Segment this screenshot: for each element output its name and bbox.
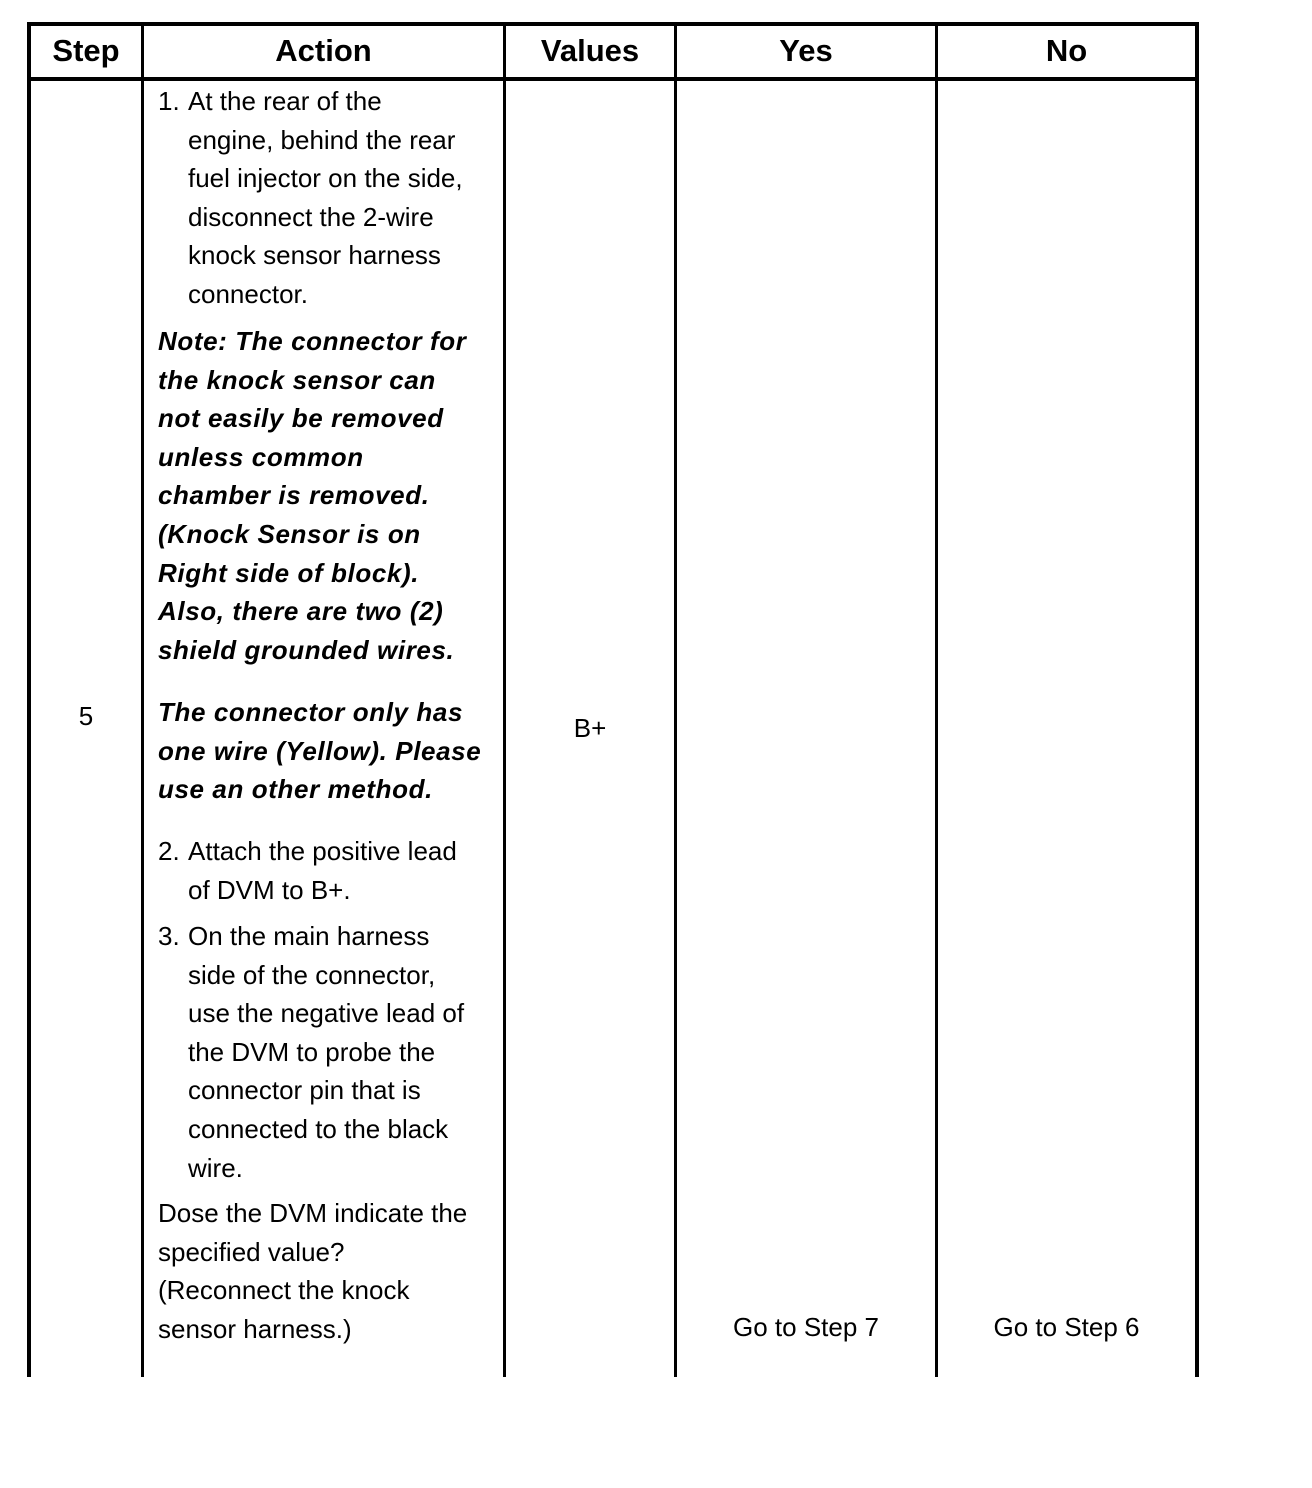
- item-3-line: connector pin that is: [188, 1075, 421, 1106]
- column-divider-values-yes: [674, 22, 677, 1377]
- question-line: Dose the DVM indicate the: [158, 1198, 468, 1228]
- header-yes: Yes: [779, 33, 833, 68]
- note-connector-wire: [158, 693, 481, 809]
- item-3-line: the DVM to probe the: [188, 1036, 436, 1067]
- column-divider-action-values: [503, 22, 506, 1377]
- item-1-line: At the rear of the: [188, 86, 382, 116]
- item-3-line: connected to the black: [188, 1113, 449, 1144]
- note-line: shield grounded wires.: [158, 634, 455, 665]
- item-3-number: 3.: [158, 921, 180, 951]
- item-2-number: 2.: [158, 836, 180, 866]
- note-line: the knock sensor can: [158, 364, 436, 395]
- column-divider-yes-no: [935, 22, 938, 1377]
- note-line: (Knock Sensor is on: [158, 518, 421, 549]
- header-action: Action: [275, 33, 372, 68]
- note-line: not easily be removed: [158, 403, 444, 434]
- note-line: Note: The connector for: [158, 326, 467, 356]
- item-2-line: Attach the positive lead: [188, 836, 457, 866]
- note-line: The connector only has: [158, 697, 464, 727]
- question-line: (Reconnect the knock: [158, 1275, 410, 1306]
- no-outcome: Go to Step 6: [993, 1312, 1140, 1342]
- item-1-line: connector.: [188, 278, 308, 309]
- note-knock-sensor: [158, 322, 466, 669]
- yes-outcome: Go to Step 7: [733, 1312, 879, 1342]
- header-values: Values: [540, 33, 640, 68]
- action-item-3: [158, 917, 464, 1187]
- value-spec: B+: [573, 713, 607, 743]
- table-right-border: [1195, 22, 1199, 1377]
- action-question: [158, 1194, 467, 1348]
- item-1-line: fuel injector on the side,: [188, 163, 463, 194]
- item-3-line: wire.: [188, 1152, 243, 1183]
- item-1-line: engine, behind the rear: [188, 124, 456, 155]
- action-item-1: [158, 82, 463, 314]
- item-3-line: side of the connector,: [188, 959, 436, 990]
- item-1-line: disconnect the 2-wire: [188, 201, 434, 232]
- item-3-line: use the negative lead of: [188, 998, 465, 1029]
- step-number: 5: [78, 701, 94, 731]
- note-line: unless common: [158, 441, 364, 472]
- note-line: chamber is removed.: [158, 480, 430, 511]
- question-line: specified value?: [158, 1236, 345, 1267]
- item-3-line: On the main harness: [188, 921, 430, 951]
- item-2-line: of DVM to B+.: [188, 874, 351, 905]
- header-no: No: [1045, 33, 1088, 68]
- question-line: sensor harness.): [158, 1313, 352, 1344]
- note-line: use an other method.: [158, 774, 433, 805]
- header-bottom-border: [27, 77, 1199, 81]
- note-line: one wire (Yellow). Please: [158, 735, 482, 766]
- header-step: Step: [52, 33, 120, 68]
- column-divider-step-action: [141, 22, 144, 1377]
- note-line: Also, there are two (2): [158, 596, 444, 627]
- action-item-2: [158, 832, 457, 909]
- note-line: Right side of block).: [158, 557, 420, 588]
- item-1-line: knock sensor harness: [188, 240, 441, 271]
- item-1-number: 1.: [158, 86, 180, 116]
